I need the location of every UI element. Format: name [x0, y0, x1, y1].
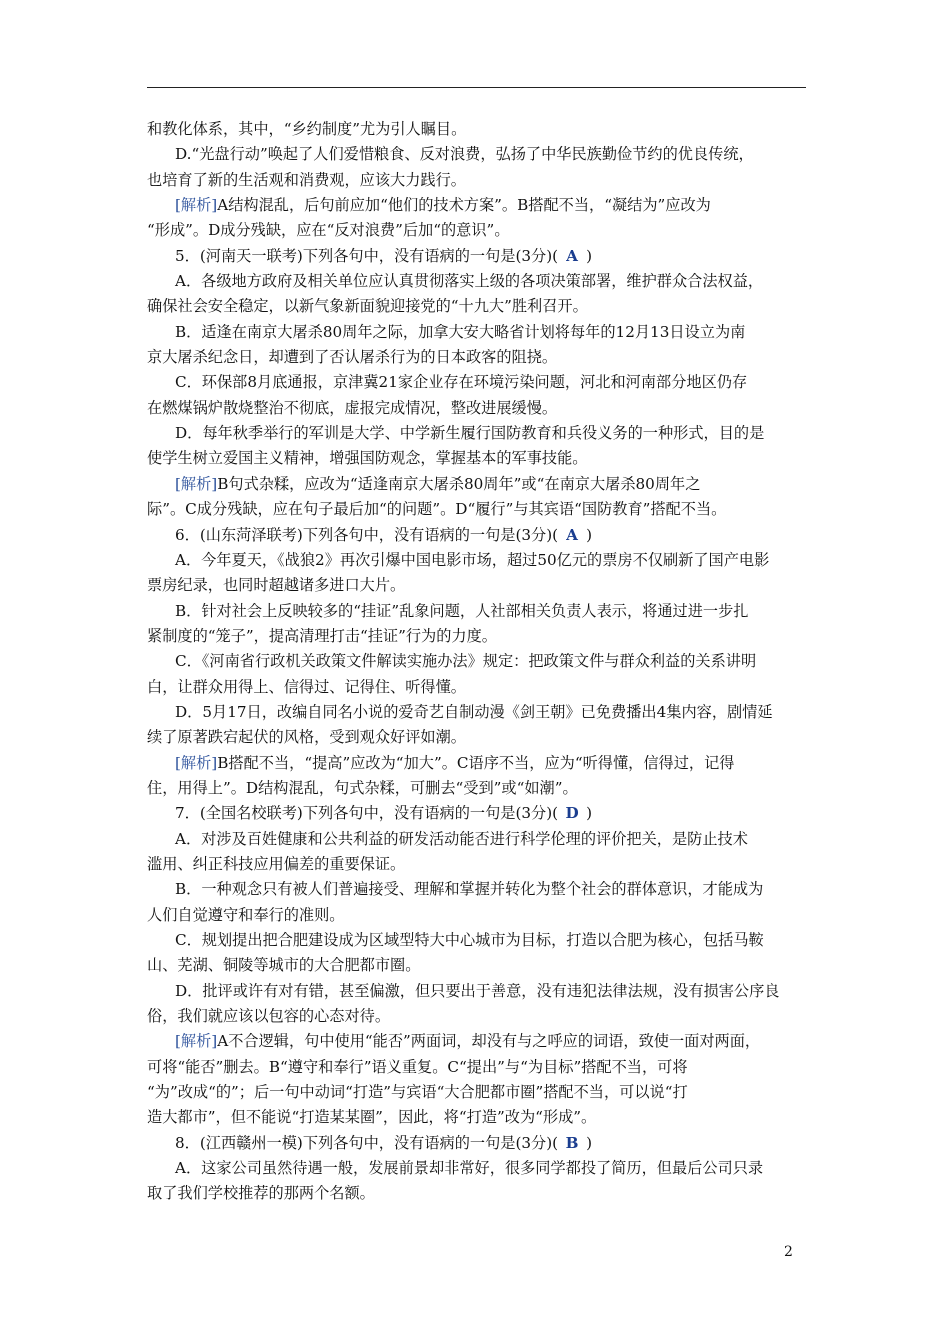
text-line — [147, 1080, 807, 1105]
closing-paren: ) — [586, 525, 593, 544]
line-text: 7．(全国名校联考)下列各句中，没有语病的一句是(3分)( — [175, 804, 559, 823]
line-text: 人们自觉遵守和奉行的准则。 — [147, 905, 345, 924]
line-text: C．《河南省行政机关政策文件解读实施办法》规定：把政策文件与群众利益的关系讲明 — [175, 652, 757, 671]
line-text: D.“光盘行动”唤起了人们爱惜粮食、反对浪费，弘扬了中华民族勤俭节约的优良传统， — [175, 145, 754, 164]
text-line — [147, 1156, 807, 1181]
line-text: 在燃煤锅炉散烧整治不彻底，虚报完成情况，整改进展缓慢。 — [147, 398, 558, 417]
closing-paren: ) — [586, 1133, 593, 1152]
line-text: 8．(江西赣州一模)下列各句中，没有语病的一句是(3分)( — [175, 1133, 559, 1152]
line-text: A结构混乱，后句前应加“他们的技术方案”。B搭配不当，“凝结为”应改为 — [217, 196, 711, 215]
answer-letter: A — [566, 525, 578, 544]
answer-letter: B — [565, 1133, 579, 1152]
page-body — [147, 117, 807, 1207]
line-text: B搭配不当，“提高”应改为“加大”。C语序不当，应为“听得懂，信得过，记得 — [217, 753, 735, 772]
line-text: A．对涉及百姓健康和公共利益的研发活动能否进行科学伦理的评价把关，是防止技术 — [175, 829, 748, 848]
header-rule — [147, 87, 806, 88]
line-text: 续了原著跌宕起伏的风格，受到观众好评如潮。 — [147, 728, 466, 747]
line-text: 票房纪录，也同时超越诸多进口大片。 — [147, 576, 406, 595]
line-text: 也培育了新的生活观和消费观，应该大力践行。 — [147, 170, 466, 189]
text-line — [147, 396, 807, 421]
analysis-tag: [解析] — [175, 753, 218, 772]
text-line — [147, 725, 807, 750]
text-line — [147, 751, 807, 776]
text-line — [147, 168, 807, 193]
line-text: B句式杂糅，应改为“适逢南京大屠杀80周年”或“在南京大屠杀80周年之 — [217, 474, 701, 493]
text-line — [147, 1029, 807, 1054]
text-line — [147, 877, 807, 902]
line-text: 取了我们学校推荐的那两个名额。 — [147, 1184, 375, 1203]
text-line — [147, 979, 807, 1004]
line-text: “为”改成“的”；后一句中动词“打造”与宾语“大合肥都市圈”搭配不当，可以说“打 — [147, 1083, 688, 1102]
text-line — [147, 1004, 807, 1029]
text-line — [147, 370, 807, 395]
text-line — [147, 1131, 807, 1156]
answer-letter: D — [565, 804, 579, 823]
text-line — [147, 903, 807, 928]
line-text: 京大屠杀纪念日，却遭到了否认屠杀行为的日本政客的阻挠。 — [147, 348, 558, 367]
text-line — [147, 497, 807, 522]
line-text: B．针对社会上反映较多的“挂证”乱象问题，人社部相关负责人表示，将通过进一步扎 — [175, 601, 749, 620]
line-text: 紧制度的“笼子”，提高清理打击“挂证”行为的力度。 — [147, 626, 497, 645]
text-line — [147, 827, 807, 852]
text-line — [147, 142, 807, 167]
analysis-tag: [解析] — [175, 196, 218, 215]
line-text: B．适逢在南京大屠杀80周年之际，加拿大安大略省计划将每年的12月13日设立为南 — [175, 322, 746, 341]
text-line — [147, 218, 807, 243]
line-text: B．一种观念只有被人们普遍接受、理解和掌握并转化为整个社会的群体意识，才能成为 — [175, 880, 764, 899]
line-text: 际”。C成分残缺，应在句子最后加“的问题”。D“履行”与其宾语“国防教育”搭配不当。 — [147, 500, 727, 519]
answer-letter: A — [566, 246, 578, 265]
text-line — [147, 269, 807, 294]
analysis-tag: [解析] — [175, 474, 218, 493]
text-line — [147, 193, 807, 218]
text-line — [147, 548, 807, 573]
line-text: A．今年夏天，《战狼2》再次引爆中国电影市场，超过50亿元的票房不仅刷新了国产电影 — [175, 550, 770, 569]
text-line — [147, 776, 807, 801]
text-line — [147, 801, 807, 826]
line-text: D．批评或许有对有错，甚至偏激，但只要出于善意，没有违犯法律法规，没有损害公序良 — [175, 981, 780, 1000]
text-line — [147, 852, 807, 877]
text-line — [147, 599, 807, 624]
line-text: A不合逻辑，句中使用“能否”两面词，却没有与之呼应的词语，致使一面对两面， — [217, 1032, 761, 1051]
page-number: 2 — [784, 1244, 793, 1260]
line-text: 可将“能否”删去。B“遵守和奉行”语义重复。C“提出”与“为目标”搭配不当，可将 — [147, 1057, 688, 1076]
analysis-tag: [解析] — [175, 1032, 218, 1051]
line-text: 俗，我们就应该以包容的心态对待。 — [147, 1007, 390, 1026]
line-text: 6．(山东菏泽联考)下列各句中，没有语病的一句是(3分)( — [175, 525, 559, 544]
line-text: “形成”。D成分残缺，应在“反对浪费”后加“的意识”。 — [147, 221, 510, 240]
text-line — [147, 700, 807, 725]
line-text: 和教化体系，其中，“乡约制度”尤为引人瞩目。 — [147, 120, 467, 138]
line-text: 住，用得上”。D结构混乱，句式杂糅，可删去“受到”或“如潮”。 — [147, 778, 578, 797]
line-text: D．5月17日，改编自同名小说的爱奇艺自制动漫《剑王朝》已免费播出4集内容，剧情延 — [175, 702, 773, 721]
line-text: 山、芜湖、铜陵等城市的大合肥都市圈。 — [147, 956, 421, 975]
text-line — [147, 421, 807, 446]
text-line — [147, 320, 807, 345]
text-line — [147, 928, 807, 953]
text-line — [147, 624, 807, 649]
text-line — [147, 1181, 807, 1206]
line-text: A．各级地方政府及相关单位应认真贯彻落实上级的各项决策部署，维护群众合法权益， — [175, 272, 764, 291]
line-text: A．这家公司虽然待遇一般，发展前景却非常好，很多同学都投了简历，但最后公司只录 — [175, 1159, 764, 1178]
text-line — [147, 1055, 807, 1080]
text-line — [147, 675, 807, 700]
text-line — [147, 1105, 807, 1130]
line-text: 确保社会安全稳定，以新气象新面貌迎接党的“十九大”胜利召开。 — [147, 297, 588, 316]
line-text: C．规划提出把合肥建设成为区域型特大中心城市为目标，打造以合肥为核心，包括马鞍 — [175, 931, 764, 949]
text-line — [147, 649, 807, 674]
line-text: D．每年秋季举行的军训是大学、中学新生履行国防教育和兵役义务的一种形式，目的是 — [175, 424, 765, 443]
text-line — [147, 117, 807, 142]
text-line — [147, 294, 807, 319]
line-text: 使学生树立爱国主义精神，增强国防观念，掌握基本的军事技能。 — [147, 449, 588, 468]
closing-paren: ) — [586, 804, 593, 823]
text-line — [147, 523, 807, 548]
text-line — [147, 953, 807, 978]
line-text: 5．(河南天一联考)下列各句中，没有语病的一句是(3分)( — [175, 246, 559, 265]
text-line — [147, 573, 807, 598]
text-line — [147, 244, 807, 269]
text-line — [147, 472, 807, 497]
line-text: 造大都市”，但不能说“打造某某圈”，因此，将“打造”改为“形成”。 — [147, 1108, 597, 1127]
closing-paren: ) — [586, 246, 593, 265]
line-text: 白，让群众用得上、信得过、记得住、听得懂。 — [147, 677, 466, 696]
text-line — [147, 345, 807, 370]
line-text: 滥用、纠正科技应用偏差的重要保证。 — [147, 854, 406, 873]
line-text: C．环保部8月底通报，京津冀21家企业存在环境污染问题，河北和河南部分地区仍存 — [175, 373, 748, 392]
text-line — [147, 446, 807, 471]
